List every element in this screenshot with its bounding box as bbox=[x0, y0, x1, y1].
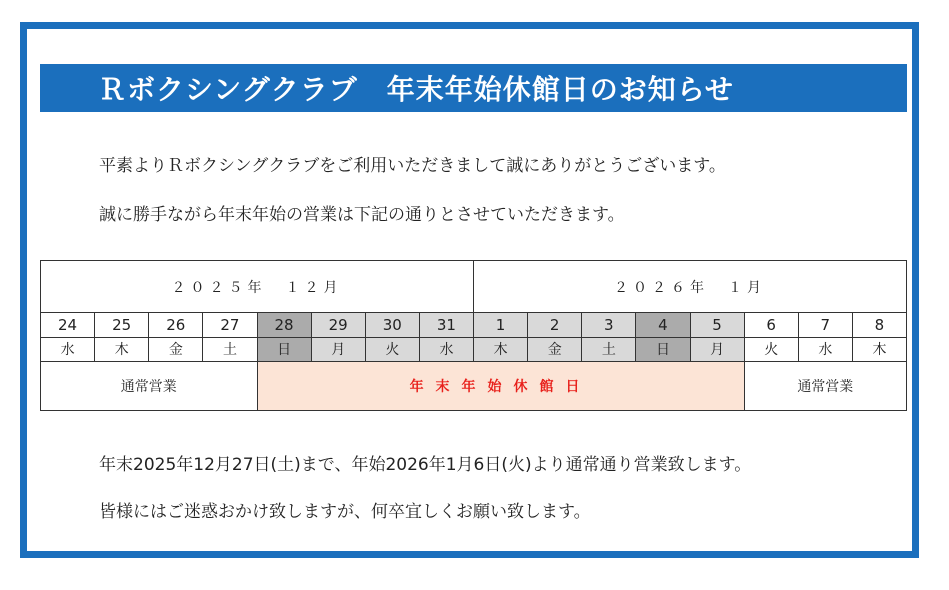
day-cell: 6 bbox=[744, 313, 798, 337]
weekday-cell: 木 bbox=[474, 337, 528, 361]
page-title: Ｒボクシングクラブ 年末年始休館日のお知らせ bbox=[98, 73, 734, 106]
status-open-before: 通常営業 bbox=[41, 361, 258, 410]
weekday-cell: 土 bbox=[203, 337, 257, 361]
holiday-calendar bbox=[40, 260, 907, 411]
day-cell: 25 bbox=[95, 313, 149, 337]
day-cell: 4 bbox=[636, 313, 690, 337]
day-cell: 5 bbox=[690, 313, 744, 337]
weekday-cell: 水 bbox=[41, 337, 95, 361]
title-banner bbox=[40, 64, 907, 112]
month-header-january: ２０２６年 １月 bbox=[474, 261, 907, 313]
weekday-cell: 火 bbox=[365, 337, 419, 361]
weekday-cell: 日 bbox=[257, 337, 311, 361]
day-cell: 28 bbox=[257, 313, 311, 337]
weekday-cell: 火 bbox=[744, 337, 798, 361]
day-cell: 7 bbox=[798, 313, 852, 337]
day-cell: 1 bbox=[474, 313, 528, 337]
weekday-row bbox=[41, 337, 907, 361]
weekday-cell: 木 bbox=[95, 337, 149, 361]
weekday-cell: 月 bbox=[311, 337, 365, 361]
day-cell: 31 bbox=[419, 313, 473, 337]
day-cell: 29 bbox=[311, 313, 365, 337]
status-open-after: 通常営業 bbox=[744, 361, 906, 410]
day-cell: 24 bbox=[41, 313, 95, 337]
outro-line-2: 皆様にはご迷惑おかけ致しますが、何卒宜しくお願い致します。 bbox=[99, 502, 591, 522]
day-cell: 30 bbox=[365, 313, 419, 337]
day-cell: 3 bbox=[582, 313, 636, 337]
intro-line-1: 平素よりＲボクシングクラブをご利用いただきまして誠にありがとうございます。 bbox=[99, 156, 726, 176]
month-row bbox=[41, 261, 907, 313]
weekday-cell: 水 bbox=[798, 337, 852, 361]
weekday-cell: 金 bbox=[528, 337, 582, 361]
weekday-cell: 日 bbox=[636, 337, 690, 361]
weekday-cell: 木 bbox=[852, 337, 906, 361]
day-number-row bbox=[41, 313, 907, 337]
month-header-december: ２０２５年 １２月 bbox=[41, 261, 474, 313]
intro-line-2: 誠に勝手ながら年末年始の営業は下記の通りとさせていただきます。 bbox=[99, 205, 625, 225]
outro-line-1: 年末2025年12月27日(土)まで、年始2026年1月6日(火)より通常通り営業致します。 bbox=[99, 455, 752, 475]
status-closed: 年末年始休館日 bbox=[257, 361, 744, 410]
weekday-cell: 土 bbox=[582, 337, 636, 361]
day-cell: 8 bbox=[852, 313, 906, 337]
weekday-cell: 金 bbox=[149, 337, 203, 361]
day-cell: 27 bbox=[203, 313, 257, 337]
day-cell: 26 bbox=[149, 313, 203, 337]
weekday-cell: 水 bbox=[419, 337, 473, 361]
day-cell: 2 bbox=[528, 313, 582, 337]
weekday-cell: 月 bbox=[690, 337, 744, 361]
status-row bbox=[41, 361, 907, 410]
